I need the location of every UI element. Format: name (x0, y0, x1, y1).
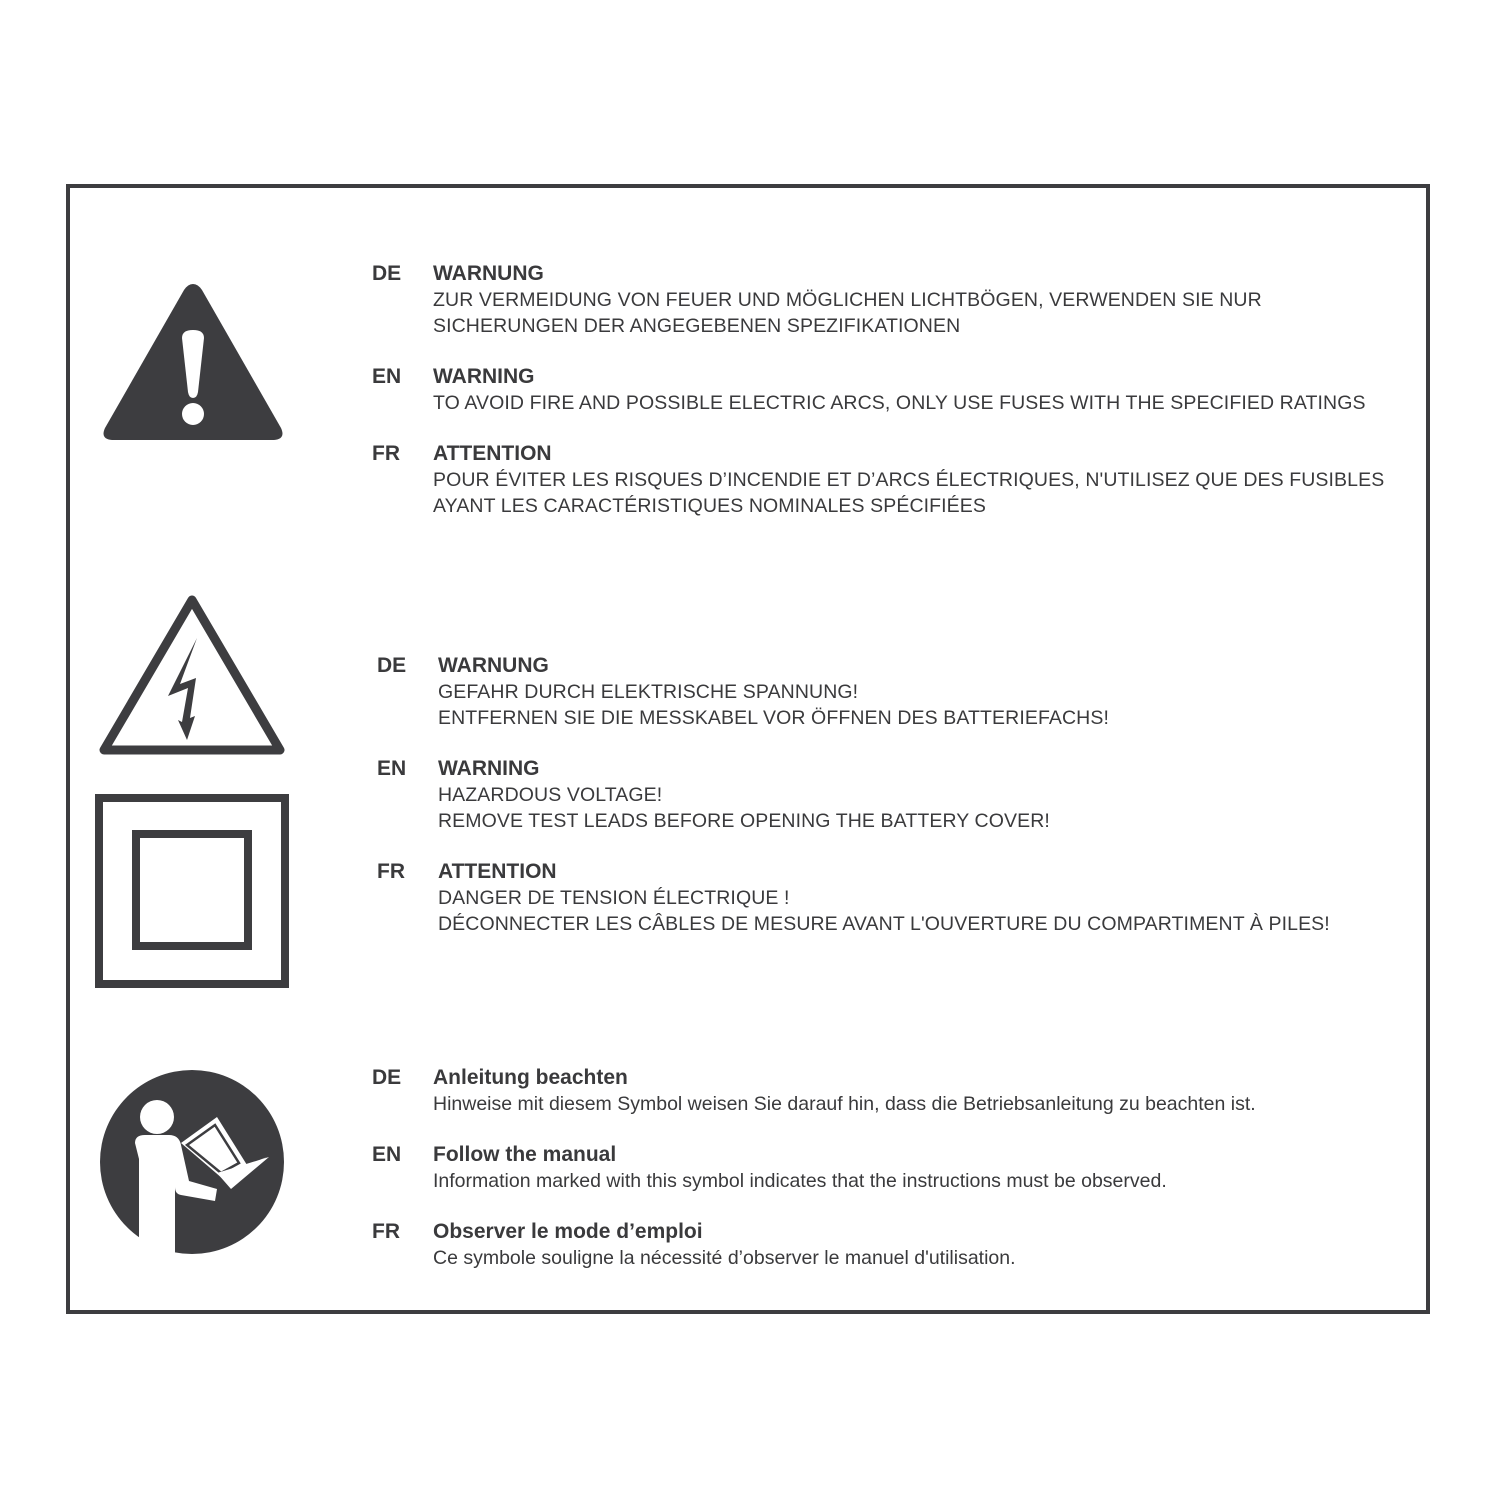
entry-text: Hinweise mit diesem Symbol weisen Sie darauf hin, dass die Betriebsanleitung zu beachten ist. (433, 1093, 1256, 1115)
high-voltage-icon (96, 592, 288, 760)
language-code: EN (372, 1143, 402, 1166)
entry-title: ATTENTION (433, 442, 552, 465)
read-manual-icon (99, 1069, 285, 1255)
entry-title: WARNING (438, 757, 540, 780)
language-code: DE (372, 262, 402, 285)
language-code: FR (377, 860, 405, 883)
section-voltage-warning (377, 653, 1417, 937)
entry-en (377, 756, 1417, 834)
language-code: FR (372, 1220, 400, 1243)
warning-triangle-icon (98, 280, 288, 444)
entry-title: Anleitung beachten (433, 1066, 628, 1089)
entry-text: HAZARDOUS VOLTAGE! REMOVE TEST LEADS BEFORE OPENING THE BATTERY COVER! (438, 784, 1050, 832)
entry-title: WARNING (433, 365, 535, 388)
language-code: DE (377, 654, 407, 677)
entry-title: WARNUNG (433, 262, 544, 285)
entry-text: DANGER DE TENSION ÉLECTRIQUE ! DÉCONNECTER LES CÂBLES DE MESURE AVANT L'OUVERTURE DU COMPARTIMENT À PILES! (438, 887, 1330, 935)
entry-title: ATTENTION (438, 860, 557, 883)
entry-fr (377, 859, 1417, 937)
language-code: EN (377, 757, 407, 780)
entry-title: WARNUNG (438, 654, 549, 677)
language-code: FR (372, 442, 400, 465)
section-fuse-warning (372, 261, 1412, 519)
entry-text: POUR ÉVITER LES RISQUES D’INCENDIE ET D’ARCS ÉLECTRIQUES, N'UTILISEZ QUE DES FUSIBLES AYANT LES CARACTÉRISTIQUES NOMINALES SPÉCIFIÉES (433, 469, 1385, 517)
entry-de (377, 653, 1417, 731)
entry-text: GEFAHR DURCH ELEKTRISCHE SPANNUNG! ENTFERNEN SIE DIE MESSKABEL VOR ÖFFNEN DES BATTERIEFACHS! (438, 681, 1109, 729)
entry-fr (372, 1219, 1412, 1271)
entry-text: TO AVOID FIRE AND POSSIBLE ELECTRIC ARCS, ONLY USE FUSES WITH THE SPECIFIED RATINGS (433, 392, 1366, 414)
language-code: EN (372, 365, 402, 388)
double-insulation-icon (95, 794, 289, 988)
entry-text: Information marked with this symbol indicates that the instructions must be observed. (433, 1170, 1167, 1192)
entry-en (372, 1142, 1412, 1194)
entry-fr (372, 441, 1412, 519)
entry-title: Follow the manual (433, 1143, 617, 1166)
section-follow-manual (372, 1065, 1412, 1271)
entry-text: ZUR VERMEIDUNG VON FEUER UND MÖGLICHEN LICHTBÖGEN, VERWENDEN SIE NUR SICHERUNGEN DER ANGEGEBENEN SPEZIFIKATIONEN (433, 289, 1262, 337)
entry-title: Observer le mode d’emploi (433, 1220, 703, 1243)
language-code: DE (372, 1066, 402, 1089)
entry-de (372, 1065, 1412, 1117)
entry-en (372, 364, 1412, 416)
entry-text: Ce symbole souligne la nécessité d’observer le manuel d'utilisation. (433, 1247, 1016, 1269)
entry-de (372, 261, 1412, 339)
